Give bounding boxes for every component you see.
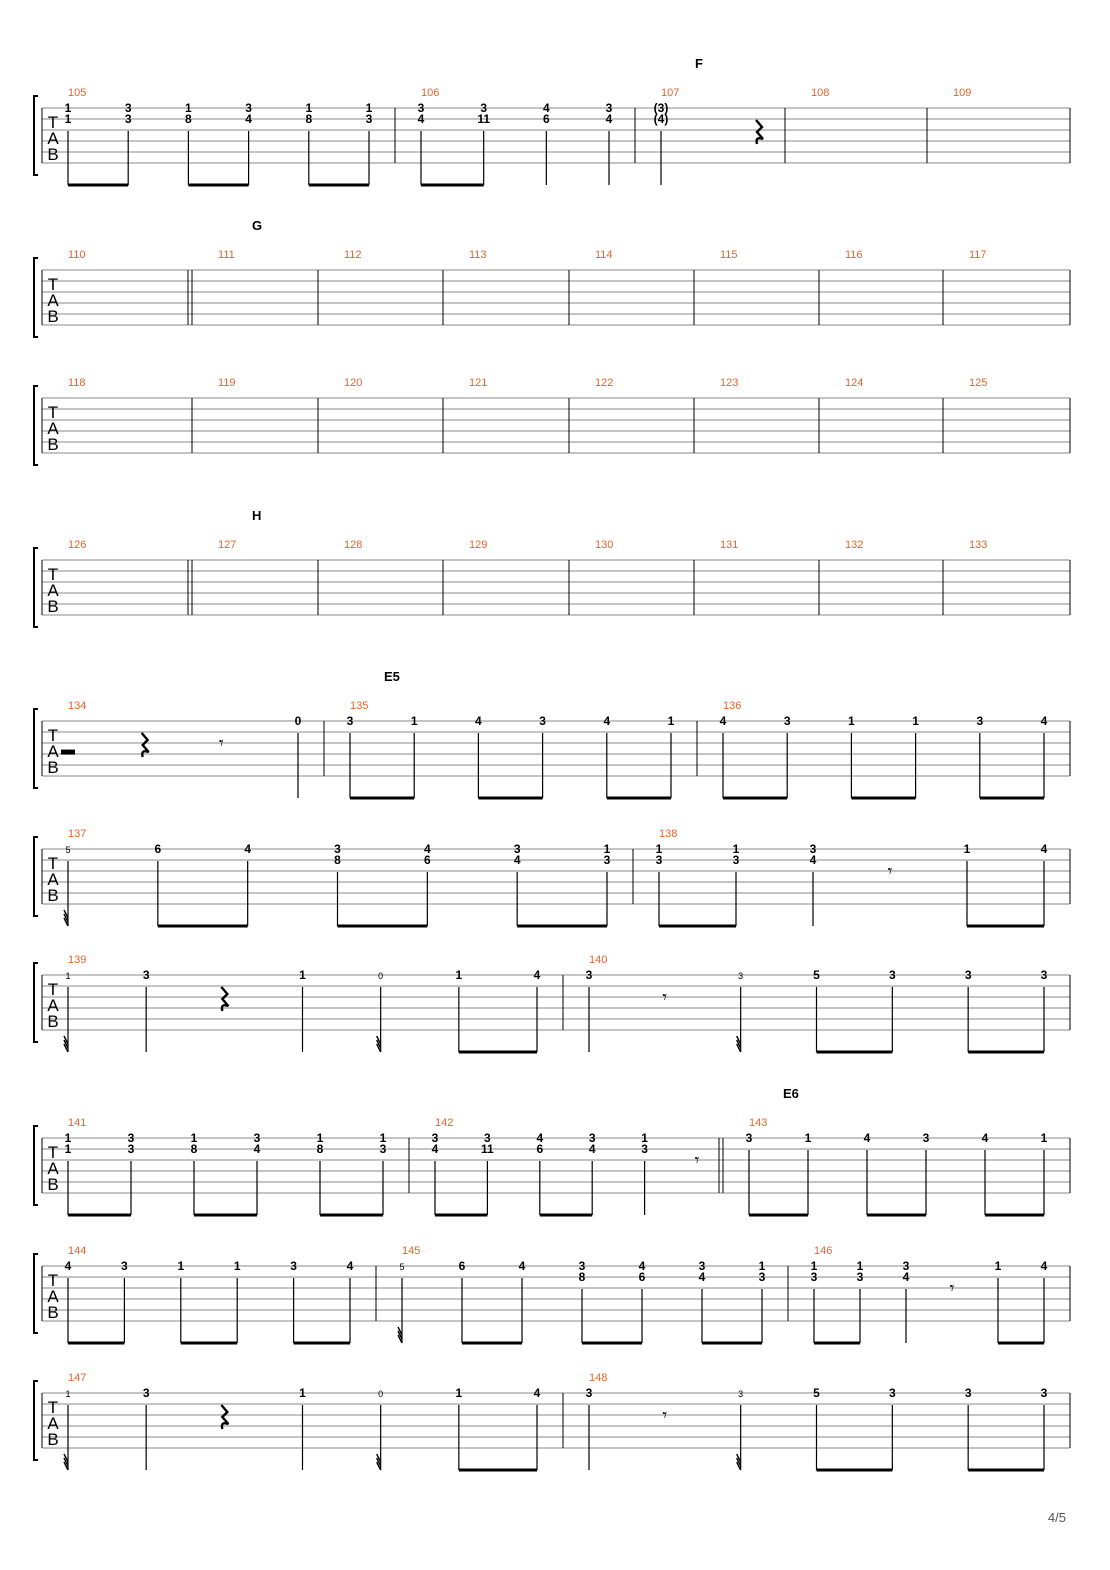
fret-number: 4: [863, 1131, 871, 1145]
fret-number: 6: [542, 112, 550, 126]
fret-number: 4: [638, 1259, 646, 1273]
measure-number: 139: [68, 954, 87, 966]
tab-clef-letter: A: [47, 742, 59, 761]
tab-clef-letter: T: [47, 726, 59, 745]
fret-number: 1: [316, 1131, 324, 1145]
fret-number: 3: [127, 1131, 135, 1145]
tab-clef-letter: B: [47, 1012, 59, 1031]
measure-number: 115: [720, 249, 738, 261]
measure-number: 123: [720, 377, 739, 389]
page-number: 4/5: [1047, 1510, 1066, 1525]
fret-number: 5: [813, 968, 820, 982]
eighth-rest: 𝄾: [218, 733, 224, 753]
fret-number: 3: [856, 1270, 864, 1284]
fret-number: 4: [698, 1270, 706, 1284]
fret-number: 3: [480, 101, 488, 115]
measure-number: 138: [659, 828, 678, 840]
measure-number: 106: [421, 87, 440, 99]
measure-number: 130: [595, 539, 614, 551]
fret-number: 1: [963, 842, 971, 856]
measure-number: 147: [68, 1372, 87, 1384]
fret-number: 3: [964, 1386, 972, 1400]
measure-number: 116: [845, 249, 863, 261]
fret-number: 1: [758, 1259, 766, 1273]
tab-clef-letter: T: [47, 275, 59, 294]
fret-number: 1: [379, 1131, 387, 1145]
tab-clef-letter: T: [47, 1143, 59, 1162]
tab-clef-letter: B: [47, 307, 59, 326]
grace-fret-number: 0: [378, 1389, 384, 1399]
measure-number: 133: [969, 539, 988, 551]
half-rest: [61, 750, 75, 755]
measure-number: 122: [595, 377, 614, 389]
fret-number: 1: [804, 1131, 812, 1145]
fret-number: 4: [417, 112, 425, 126]
fret-number: 5: [813, 1386, 820, 1400]
measure-number: 118: [68, 377, 86, 389]
fret-number: 1: [64, 112, 72, 126]
measure-number: 136: [723, 700, 742, 712]
tab-clef-letter: B: [47, 597, 59, 616]
measure-number: 128: [344, 539, 363, 551]
fret-number: 4: [423, 842, 431, 856]
fret-number: 6: [458, 1259, 466, 1273]
fret-number: 3: [245, 101, 252, 115]
fret-number: 4: [1040, 1259, 1048, 1273]
measure-number: 105: [68, 87, 87, 99]
fret-number: 1: [233, 1259, 241, 1273]
fret-number: 4: [518, 1259, 526, 1273]
tab-clef-letter: T: [47, 854, 59, 873]
measure-number: 127: [218, 539, 237, 551]
measure-number: 132: [845, 539, 864, 551]
rehearsal-mark: E5: [384, 669, 400, 684]
measure-number: 140: [589, 954, 608, 966]
measure-number: 120: [344, 377, 363, 389]
measure-number: 148: [589, 1372, 608, 1384]
fret-number: 1: [603, 842, 611, 856]
measure-number: 125: [969, 377, 988, 389]
measure-number: 143: [749, 1117, 768, 1129]
grace-fret-number: 0: [378, 971, 384, 981]
fret-number: 3: [783, 714, 791, 728]
measure-number: 113: [469, 249, 487, 261]
measure-number: 131: [720, 539, 739, 551]
fret-number: 3: [1040, 1386, 1048, 1400]
measure-number: 142: [435, 1117, 454, 1129]
measure-number: 119: [218, 377, 236, 389]
measure-number: 110: [68, 249, 86, 261]
fret-number: 4: [245, 112, 252, 126]
eighth-rest: 𝄾: [662, 987, 668, 1007]
measure-number: 146: [814, 1245, 833, 1257]
fret-number: 8: [305, 112, 313, 126]
fret-number: 4: [431, 1142, 439, 1156]
fret-number: 4: [1040, 714, 1048, 728]
fret-number: (3): [653, 101, 669, 115]
measure-number: 111: [218, 249, 235, 261]
fret-number: 3: [127, 1142, 135, 1156]
fret-number: 3: [758, 1270, 766, 1284]
fret-number: 3: [745, 1131, 753, 1145]
system-bracket: [34, 96, 38, 175]
fret-number: 8: [578, 1270, 586, 1284]
tab-clef-letter: A: [47, 419, 59, 438]
fret-number: 1: [810, 1259, 818, 1273]
fret-number: (4): [653, 112, 669, 126]
measure-number: 124: [845, 377, 864, 389]
fret-number: 3: [888, 1386, 896, 1400]
fret-number: 4: [244, 842, 252, 856]
tab-clef-letter: T: [47, 403, 59, 422]
fret-number: 8: [316, 1142, 324, 1156]
fret-number: 1: [299, 1386, 306, 1400]
fret-number: 3: [124, 101, 132, 115]
fret-number: 3: [964, 968, 972, 982]
tab-clef-letter: B: [47, 886, 59, 905]
fret-number: 3: [290, 1259, 297, 1273]
fret-number: 3: [655, 853, 663, 867]
fret-number: 1: [848, 714, 855, 728]
fret-number: 0: [294, 714, 302, 728]
fret-number: 1: [912, 714, 919, 728]
grace-fret-number: 3: [738, 971, 744, 981]
fret-number: 3: [588, 1131, 596, 1145]
fret-number: 3: [810, 1270, 818, 1284]
fret-number: 3: [888, 968, 896, 982]
tab-clef-letter: B: [47, 1303, 59, 1322]
eighth-rest: 𝄾: [694, 1150, 700, 1170]
quarter-rest: [756, 120, 763, 144]
system-bracket: [34, 1254, 38, 1333]
fret-number: 4: [603, 714, 611, 728]
fret-number: 3: [253, 1131, 261, 1145]
fret-number: 8: [185, 112, 192, 126]
tab-clef-letter: A: [47, 129, 59, 148]
fret-number: 4: [719, 714, 727, 728]
tab-clef-letter: T: [47, 565, 59, 584]
fret-number: 1: [455, 968, 463, 982]
system-bracket: [34, 1126, 38, 1205]
quarter-rest: [221, 987, 228, 1011]
fret-number: 1: [1040, 1131, 1048, 1145]
fret-number: 1: [177, 1259, 185, 1273]
measure-number: 114: [595, 249, 613, 261]
system-bracket: [34, 1381, 38, 1460]
measure-number: 112: [344, 249, 362, 261]
fret-number: 11: [477, 112, 491, 126]
fret-number: 3: [121, 1259, 128, 1273]
tab-clef-letter: T: [47, 1398, 59, 1417]
tab-clef-letter: B: [47, 145, 59, 164]
fret-number: 3: [142, 968, 150, 982]
system-bracket: [34, 258, 38, 337]
fret-number: 1: [299, 968, 306, 982]
measure-number: 135: [350, 700, 369, 712]
tab-clef-letter: A: [47, 1414, 59, 1433]
tab-clef-letter: A: [47, 291, 59, 310]
fret-number: 3: [605, 101, 613, 115]
tab-clef-letter: A: [47, 581, 59, 600]
fret-number: 3: [732, 853, 740, 867]
system-bracket: [34, 548, 38, 627]
fret-number: 1: [185, 101, 192, 115]
fret-number: 4: [513, 853, 521, 867]
fret-number: 3: [417, 101, 425, 115]
fret-number: 1: [64, 1131, 72, 1145]
fret-number: 1: [365, 101, 373, 115]
eighth-rest: 𝄾: [662, 1405, 668, 1425]
fret-number: 1: [667, 714, 675, 728]
fret-number: 1: [641, 1131, 648, 1145]
eighth-rest: 𝄾: [949, 1278, 955, 1298]
grace-fret-number: 3: [738, 1389, 744, 1399]
tab-clef-letter: T: [47, 980, 59, 999]
grace-fret-number: 1: [65, 971, 71, 981]
measure-number: 137: [68, 828, 87, 840]
fret-number: 4: [346, 1259, 354, 1273]
fret-number: 1: [410, 714, 418, 728]
fret-number: 1: [994, 1259, 1002, 1273]
tab-clef-letter: B: [47, 758, 59, 777]
tab-clef-letter: B: [47, 1430, 59, 1449]
system-bracket: [34, 386, 38, 465]
fret-number: 3: [1040, 968, 1048, 982]
fret-number: 8: [334, 853, 341, 867]
fret-number: 1: [64, 101, 72, 115]
fret-number: 4: [536, 1131, 544, 1145]
fret-number: 4: [809, 853, 817, 867]
measure-number: 129: [469, 539, 488, 551]
tab-clef-letter: A: [47, 1159, 59, 1178]
tab-clef-letter: A: [47, 996, 59, 1015]
fret-number: 3: [809, 842, 817, 856]
grace-fret-number: 5: [65, 845, 71, 855]
fret-number: 3: [365, 112, 373, 126]
fret-number: 1: [190, 1131, 198, 1145]
fret-number: 3: [431, 1131, 439, 1145]
fret-number: 4: [475, 714, 482, 728]
tab-clef-letter: B: [47, 1175, 59, 1194]
measure-number: 141: [68, 1117, 87, 1129]
quarter-rest: [142, 733, 149, 757]
fret-number: 1: [655, 842, 663, 856]
fret-number: 4: [542, 101, 550, 115]
fret-number: 1: [732, 842, 740, 856]
fret-number: 3: [603, 853, 611, 867]
fret-number: 1: [856, 1259, 864, 1273]
measure-number: 126: [68, 539, 87, 551]
tab-clef-letter: A: [47, 870, 59, 889]
fret-number: 1: [305, 101, 313, 115]
fret-number: 4: [588, 1142, 596, 1156]
fret-number: 3: [585, 968, 593, 982]
fret-number: 3: [334, 842, 341, 856]
fret-number: 3: [484, 1131, 491, 1145]
fret-number: 4: [1040, 842, 1048, 856]
fret-number: 3: [379, 1142, 387, 1156]
system-bracket: [34, 709, 38, 788]
measure-number: 107: [661, 87, 680, 99]
rehearsal-mark: H: [252, 508, 262, 523]
rehearsal-mark: F: [695, 56, 703, 71]
rehearsal-mark: E6: [783, 1086, 799, 1101]
fret-number: 1: [64, 1142, 72, 1156]
tab-clef-letter: B: [47, 435, 59, 454]
measure-number: 145: [402, 1245, 421, 1257]
fret-number: 3: [922, 1131, 930, 1145]
fret-number: 4: [64, 1259, 72, 1273]
fret-number: 4: [605, 112, 613, 126]
system-bracket: [34, 963, 38, 1042]
fret-number: 6: [638, 1270, 646, 1284]
quarter-rest: [221, 1405, 228, 1429]
fret-number: 6: [423, 853, 431, 867]
fret-number: 4: [253, 1142, 261, 1156]
tab-clef-letter: A: [47, 1287, 59, 1306]
fret-number: 4: [533, 1386, 541, 1400]
fret-number: 4: [533, 968, 541, 982]
fret-number: 3: [346, 714, 354, 728]
fret-number: 3: [578, 1259, 586, 1273]
fret-number: 11: [481, 1142, 494, 1156]
measure-number: 109: [953, 87, 972, 99]
tab-clef-letter: T: [47, 1271, 59, 1290]
eighth-rest: 𝄾: [887, 861, 893, 881]
system-bracket: [34, 837, 38, 916]
fret-number: 3: [641, 1142, 648, 1156]
grace-fret-number: 1: [65, 1389, 71, 1399]
fret-number: 1: [455, 1386, 463, 1400]
fret-number: 4: [902, 1270, 910, 1284]
grace-fret-number: 5: [399, 1262, 405, 1272]
fret-number: 3: [539, 714, 546, 728]
fret-number: 3: [142, 1386, 150, 1400]
measure-number: 117: [969, 249, 987, 261]
fret-number: 3: [698, 1259, 706, 1273]
measure-number: 108: [811, 87, 830, 99]
fret-number: 3: [976, 714, 984, 728]
tab-clef-letter: T: [47, 113, 59, 132]
fret-number: 6: [536, 1142, 544, 1156]
measure-number: 144: [68, 1245, 87, 1257]
fret-number: 3: [902, 1259, 910, 1273]
rehearsal-mark: G: [252, 218, 263, 233]
fret-number: 3: [513, 842, 521, 856]
fret-number: 3: [124, 112, 132, 126]
fret-number: 3: [585, 1386, 593, 1400]
fret-number: 8: [190, 1142, 198, 1156]
measure-number: 134: [68, 700, 87, 712]
measure-number: 121: [469, 377, 488, 389]
fret-number: 6: [154, 842, 162, 856]
fret-number: 4: [981, 1131, 989, 1145]
